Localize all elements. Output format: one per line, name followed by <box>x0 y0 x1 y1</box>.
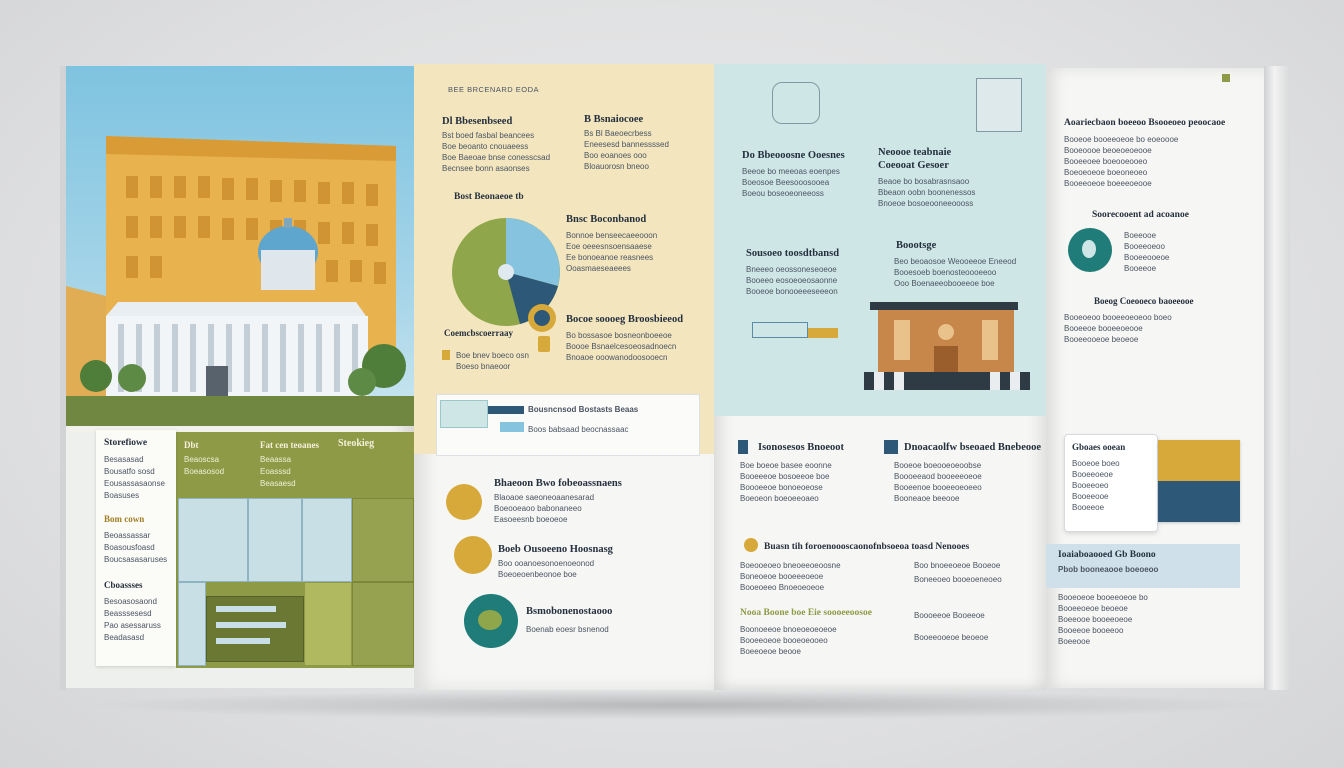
book-shadow <box>80 690 1280 720</box>
right-block-1-title: Do Bbeooosne Ooesnes <box>742 150 845 161</box>
grid-box <box>178 498 248 582</box>
center-right-page <box>714 64 1046 690</box>
grid-box <box>352 582 414 666</box>
document-sketch-icon <box>772 82 820 124</box>
sidebar-line: Beadasasd <box>104 633 145 642</box>
column-c-title: Steokieg <box>338 438 375 449</box>
teal-badge-dot <box>1082 240 1096 258</box>
item-2-icon <box>454 536 492 574</box>
sidebar-line: Boasuses <box>104 491 140 500</box>
lower-1-text: Boe boeoe basee eoonne Booeeeoe bosoeeoe boe Boooeeoe bonoeoeose Boeoeon boeoeeoaeo <box>740 461 832 503</box>
footer-title: Ioaiaboaooed Gb Boono <box>1058 550 1156 560</box>
right-block-4-text: Beo beoaosoe Weooeeoe Eneeod Booesoeb boenosteoooeeoo Ooo Boenaeeobooeeoe boe <box>894 257 1017 288</box>
sidebar-title: Storefiowe <box>104 438 148 448</box>
lower-2-title: Dnoacaolfw bseoaed Bnebeooe <box>904 442 1042 453</box>
sidebar-line: Pao asessaruss <box>104 621 161 630</box>
lower-4-text: Boonoeeoe bnoeoeoeoeoe Booeeoeoe booeoeooeo Boeeoeoe beooe <box>740 625 837 656</box>
far-right-page <box>1046 68 1264 688</box>
sidebar-line: Beasssesesd <box>104 609 152 618</box>
right-block-2-text: Beaoe bo bosabrasnsaoo Bbeaon oobn boonenessos Bnoeoe bosoeooneeoooss <box>878 177 976 208</box>
banner-tag <box>488 406 524 414</box>
list-item: Boooeeoe Booeeoe <box>914 611 985 620</box>
building-icon <box>864 298 1034 394</box>
blue-tag <box>752 322 808 338</box>
book-edge-left <box>60 66 66 690</box>
center-left-page <box>414 64 714 690</box>
column-b-title: Fat cen teoanes <box>260 440 319 450</box>
item-1-text: Blaoaoe saeoneoaanesarad Boeooeaoo babonaneeo Easoeesnb boeoeoe <box>494 493 595 524</box>
grid-bar <box>216 638 270 644</box>
column-b-line: Beasaesd <box>260 479 296 488</box>
right-block-2-title: Neoooe teabnaie Coeooat Gesoer <box>878 147 952 171</box>
banner-tag <box>500 422 524 432</box>
item-3-text: Boenab eoesr bsnenod <box>526 625 609 634</box>
block-4-title: Bocoe soooeg Broosbieeod <box>566 314 684 325</box>
grid-box <box>304 582 352 666</box>
lower-3-text: Boeooeoeo bneoeeoeoosne Boneoeoe booeeeoeoe Booeoeeo Bnoeoeoeoe <box>740 561 841 592</box>
pie-title: Bost Beonaeoe tb <box>454 192 524 202</box>
item-2-title: Boeb Ousoeeno Hoosnasg <box>498 544 613 555</box>
lower-1-icon <box>738 440 748 454</box>
page-kicker: BEE BRCENARD EODA <box>448 85 540 94</box>
block-2-text: Bs Bl Baeoecrbess Eneesesd bannessssed Boo eoanoes ooo Bloauorosn bneoo <box>584 129 669 171</box>
item-2-text: Boo ooanoesonoenoeonod Boeoeoenbeonoe boe <box>498 559 595 579</box>
sidebar-line: Eousassasaonse <box>104 479 165 488</box>
column-b-line: Eoasssd <box>260 467 291 476</box>
paper-sketch-icon <box>976 78 1022 132</box>
pie-note-icon <box>442 350 450 360</box>
right-block-3-text: Bneeeo oeossoneseoeoe Booeeo eosoeoeosaonne Booeoe bonooeeeseeeon <box>746 265 838 296</box>
far-right-list-title: Boeog Coeooeco baoeeooe <box>1094 296 1194 306</box>
info-card-text: Booeoe boeo Booeeoeoe Booeeoeo Booeeooe Booeeoe <box>1072 459 1120 512</box>
list-item: Booeeooeoe beoeoe <box>914 633 989 642</box>
lower-4-title: Nooa Boone boe Eie soooeeoosoe <box>740 608 872 618</box>
lower-3-icon <box>744 538 758 552</box>
column-a-line: Boeasosod <box>184 467 225 476</box>
item-1-icon <box>446 484 482 520</box>
right-block-1-text: Beeoe bo meeoas eoenpes Boeosoe Beesooosooea Boeou boseoeoneeoss <box>742 167 840 198</box>
book-edge <box>1264 66 1290 690</box>
column-a-title: Dbt <box>184 440 199 450</box>
pie-label: Coemcbscoerraay <box>444 328 513 338</box>
item-3-title: Bsmobonenostaooo <box>526 606 613 617</box>
far-right-list-text: Booeoeoo booeeoeoeoo boeo Booeeoe booeeoeooe Booeeooeoe beoeoe <box>1064 313 1172 344</box>
gold-tag <box>808 328 838 338</box>
banner-box <box>440 400 488 428</box>
grid-box <box>302 498 352 582</box>
banner-sub: Boos babsaad beocnassaac <box>528 425 629 434</box>
column-b-line: Beaassa <box>260 455 292 464</box>
sidebar-card <box>96 430 176 666</box>
block-3-title: Bnsc Boconbanod <box>566 214 647 225</box>
sidebar-line: Boucsasasaruses <box>104 555 168 564</box>
far-right-title: Aoariecbaon boeeoo Bsooeoeo peoocaoe <box>1064 118 1226 128</box>
far-right-sub-text: Boeeooe Booeeoeoo Booeeooeoe Booeeoe <box>1124 231 1170 273</box>
right-block-4-title: Boootsge <box>896 240 937 251</box>
far-right-sub-title: Soorecooent ad acoanoe <box>1092 210 1189 220</box>
list-item: Boo bnoeeoeoe Booeoe <box>914 561 1001 570</box>
column-a-line: Beaoscsa <box>184 455 220 464</box>
item-1-title: Bhaeoon Bwo fobeoassnaens <box>494 478 622 489</box>
list-item: Boneeoeo booeoeneoeo <box>914 575 1002 584</box>
grid-box <box>352 498 414 582</box>
info-card-title: Gboaes ooean <box>1072 442 1126 452</box>
pie-notes: Boe bnev boeco osn Boeso bnaeoor <box>456 351 529 371</box>
grid-box <box>248 498 302 582</box>
lower-2-text: Booeoe boeooeoeoobse Boooeeaod booeeeoeoe Booeenoe booeeoeoeeo Booneaoe beeooe <box>894 461 982 503</box>
building-illustration <box>66 66 414 426</box>
footer-sub: Pbob booneaooe boeoeoo <box>1058 565 1159 574</box>
item-3-dot <box>478 610 502 630</box>
grid-box <box>178 582 206 666</box>
pie-chart-illustration <box>440 206 580 346</box>
footer-text: Booeoeoe booeeoeoe bo Booeeoeoe beoeoe Boeeooe booeeoeoe Booeeoe booeeoo Boeeooe <box>1058 593 1148 646</box>
grid-bar <box>216 606 276 612</box>
far-right-text: Booeoe booeeoeoe bo eoeoooe Booeoooe beoeoeoeooe Booeeoee boeooeooeo Boeoeoeoe boeoneoeo Booeeoeoe boeeeoeooe <box>1064 135 1179 188</box>
sidebar-line: Besasasad <box>104 455 144 464</box>
corner-icon <box>1222 74 1230 82</box>
sidebar-line: Besoasosaond <box>104 597 157 606</box>
note-icon <box>538 336 550 352</box>
block-4-text: Bo bossasoe bosneonboeeoe Boooe Bsnaelcesoeosadnoecn Bnoaoe ooowanodoosooecn <box>566 331 677 362</box>
grid-bar <box>216 622 286 628</box>
sidebar-line: Bousatfo sosd <box>104 467 155 476</box>
left-page <box>66 66 414 688</box>
block-3-text: Bonnoe benseecaeeooon Eoe oeeesnsoensaaese Ee bonoeanoe reasnees Ooasmaeseaeees <box>566 231 658 273</box>
right-block-3-title: Sousoeo toosdtbansd <box>746 248 840 259</box>
sidebar-title-2: Bom cown <box>104 514 145 524</box>
block-2-title: B Bsnaiocoee <box>584 114 644 125</box>
sidebar-line: Beoassassar <box>104 531 151 540</box>
block-1-title: Dl Bbesenbseed <box>442 116 513 127</box>
lower-1-title: Isonosesos Bnoeoot <box>758 442 845 453</box>
sidebar-title-3: Cboassses <box>104 580 143 590</box>
lower-3-title: Buasn tih foroenoooscaonofnbsoeoa toasd Nenooes <box>764 542 970 552</box>
banner-text: Bousncnsod Bostasts Beaas <box>528 405 639 414</box>
color-card <box>1158 440 1240 522</box>
lower-2-icon <box>884 440 898 454</box>
sidebar-line: Boasousfoasd <box>104 543 155 552</box>
block-1-text: Bst boed fasbal beancees Boe beoanto cnouaeess Boe Baeoae bnse conesscsad Becnsee bonn asaonses <box>442 131 551 173</box>
